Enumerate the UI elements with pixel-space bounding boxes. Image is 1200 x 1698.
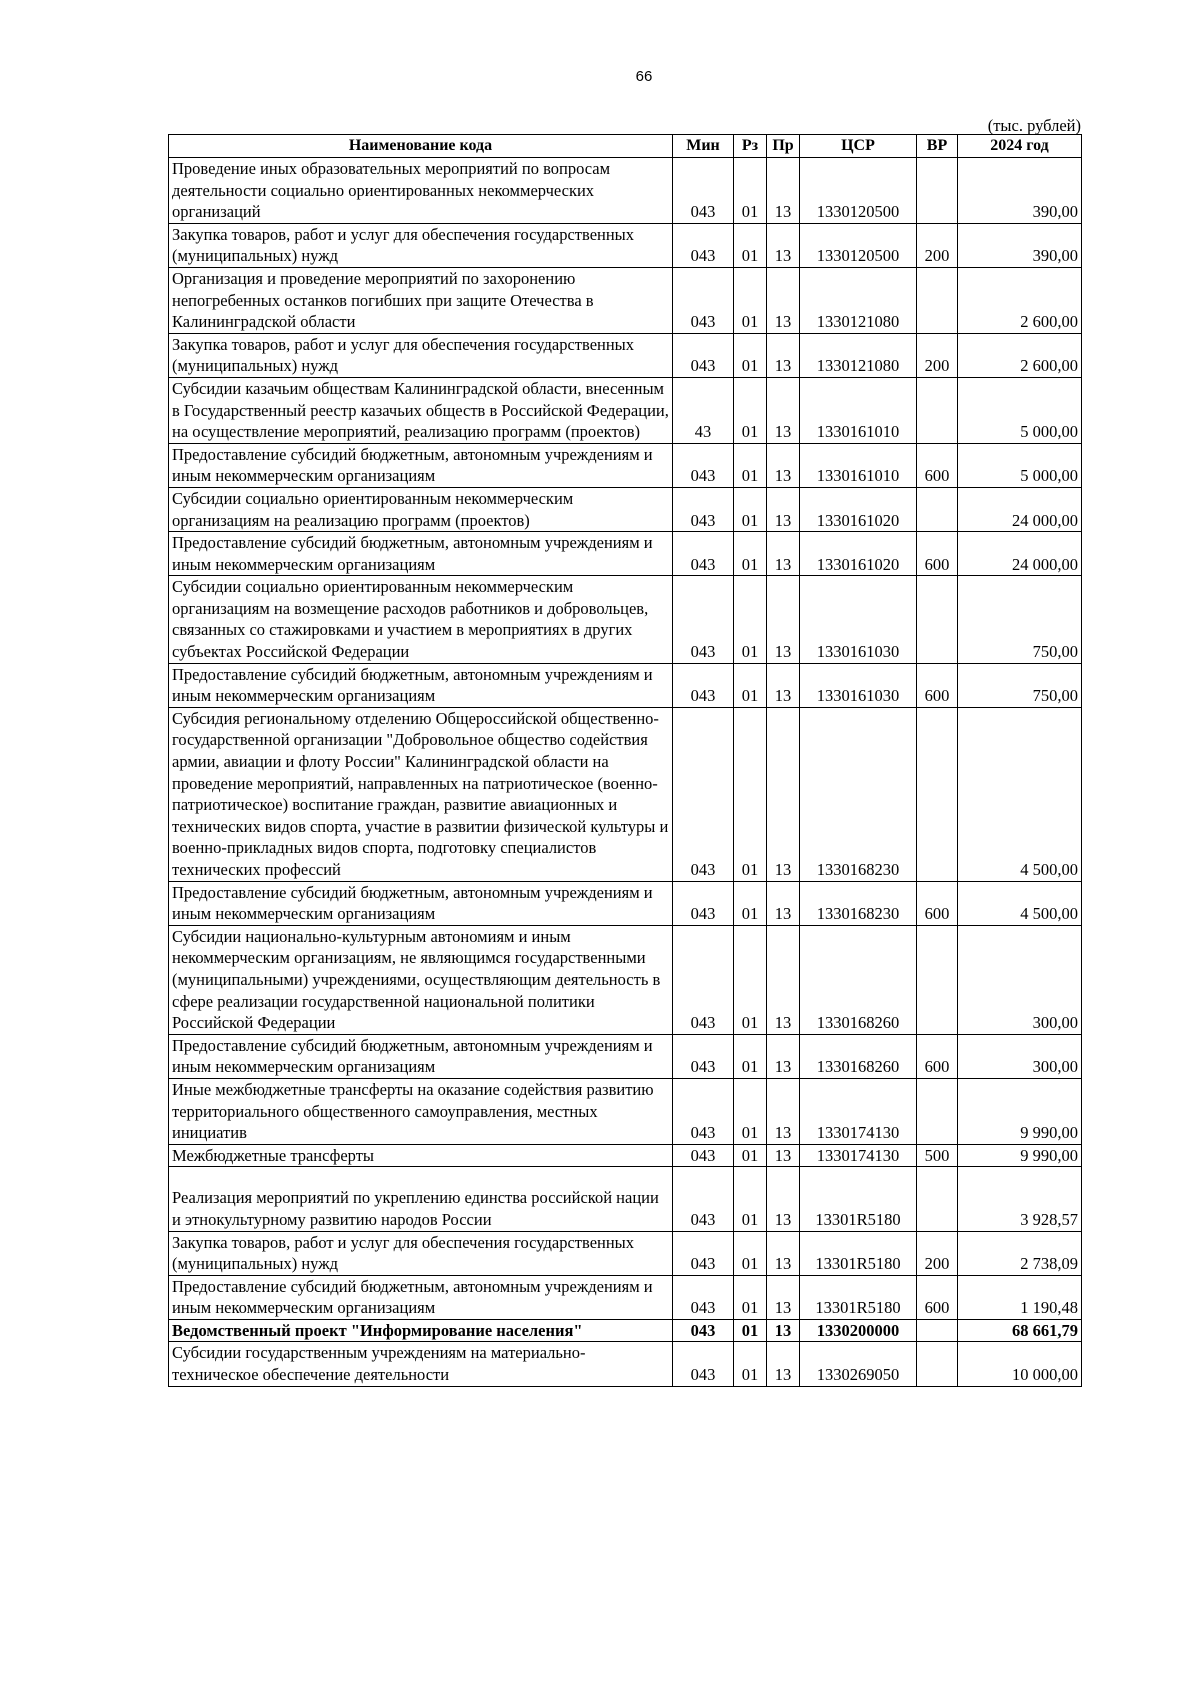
- table-row: [169, 663, 1082, 707]
- table-row: [169, 1319, 1082, 1342]
- table-row: [169, 1167, 1082, 1231]
- row-rz: 01: [734, 267, 767, 333]
- row-vr: [917, 377, 958, 443]
- budget-table: [168, 134, 1082, 1387]
- row-pr: 13: [767, 707, 800, 881]
- row-amount: 2 600,00: [958, 267, 1082, 333]
- row-min: 043: [673, 158, 734, 224]
- row-min: 043: [673, 707, 734, 881]
- row-vr: 600: [917, 663, 958, 707]
- row-rz: 01: [734, 443, 767, 487]
- row-vr: 200: [917, 333, 958, 377]
- row-vr: [917, 1167, 958, 1231]
- table-header-row: [169, 135, 1082, 158]
- row-amount: 9 990,00: [958, 1144, 1082, 1167]
- row-min: 043: [673, 1144, 734, 1167]
- row-pr: 13: [767, 1144, 800, 1167]
- row-min: 043: [673, 267, 734, 333]
- row-csr: 1330161020: [800, 532, 917, 576]
- row-csr: 13301R5180: [800, 1167, 917, 1231]
- row-rz: 01: [734, 1275, 767, 1319]
- row-vr: 600: [917, 1275, 958, 1319]
- row-vr: 600: [917, 1034, 958, 1078]
- row-rz: 01: [734, 663, 767, 707]
- row-name: Предоставление субсидий бюджетным, автономным учреждениям и иным некоммерческим организациям: [169, 532, 673, 576]
- row-vr: 600: [917, 443, 958, 487]
- row-vr: [917, 1078, 958, 1144]
- row-min: 043: [673, 1231, 734, 1275]
- row-csr: 1330161020: [800, 487, 917, 531]
- header-csr: ЦСР: [800, 135, 917, 158]
- row-csr: 1330161010: [800, 443, 917, 487]
- row-rz: 01: [734, 377, 767, 443]
- row-min: 043: [673, 576, 734, 663]
- header-min: Мин: [673, 135, 734, 158]
- row-amount: 1 190,48: [958, 1275, 1082, 1319]
- row-rz: 01: [734, 576, 767, 663]
- row-min: 043: [673, 532, 734, 576]
- row-pr: 13: [767, 333, 800, 377]
- row-name: Предоставление субсидий бюджетным, автономным учреждениям и иным некоммерческим организациям: [169, 1275, 673, 1319]
- row-amount: 24 000,00: [958, 532, 1082, 576]
- row-vr: [917, 1342, 958, 1386]
- row-vr: [917, 267, 958, 333]
- row-pr: 13: [767, 1078, 800, 1144]
- row-pr: 13: [767, 576, 800, 663]
- row-name: Субсидии национально-культурным автономиям и иным некоммерческим организациям, не являющимся государственными (муниципальными) учреждениями, осуществляющим деятельность в сфере реализации государственной национальной политики Российской Федерации: [169, 925, 673, 1034]
- row-csr: 13301R5180: [800, 1275, 917, 1319]
- row-name: Субсидии казачьим обществам Калининградской области, внесенным в Государственный реестр казачьих обществ в Российской Федерации, на осуществление мероприятий, реализацию программ (проектов): [169, 377, 673, 443]
- row-pr: 13: [767, 487, 800, 531]
- table-row: [169, 223, 1082, 267]
- row-csr: 1330121080: [800, 267, 917, 333]
- row-csr: 1330161030: [800, 576, 917, 663]
- row-rz: 01: [734, 707, 767, 881]
- row-min: 043: [673, 223, 734, 267]
- row-pr: 13: [767, 377, 800, 443]
- table-row: [169, 1144, 1082, 1167]
- row-rz: 01: [734, 1319, 767, 1342]
- row-min: 043: [673, 333, 734, 377]
- row-amount: 10 000,00: [958, 1342, 1082, 1386]
- row-min: 043: [673, 443, 734, 487]
- row-name: Субсидии социально ориентированным некоммерческим организациям на реализацию программ (проектов): [169, 487, 673, 531]
- row-name: Предоставление субсидий бюджетным, автономным учреждениям и иным некоммерческим организациям: [169, 663, 673, 707]
- table-row: [169, 487, 1082, 531]
- row-name: Закупка товаров, работ и услуг для обеспечения государственных (муниципальных) нужд: [169, 1231, 673, 1275]
- header-name: Наименование кода: [169, 135, 673, 158]
- row-csr: 1330269050: [800, 1342, 917, 1386]
- row-csr: 1330120500: [800, 223, 917, 267]
- row-rz: 01: [734, 223, 767, 267]
- table-row: [169, 443, 1082, 487]
- row-pr: 13: [767, 925, 800, 1034]
- row-name: Субсидии государственным учреждениям на материально-техническое обеспечение деятельности: [169, 1342, 673, 1386]
- row-amount: 4 500,00: [958, 881, 1082, 925]
- table-row: [169, 707, 1082, 881]
- row-rz: 01: [734, 1144, 767, 1167]
- row-vr: [917, 925, 958, 1034]
- row-vr: [917, 576, 958, 663]
- row-pr: 13: [767, 881, 800, 925]
- table-row: [169, 881, 1082, 925]
- row-rz: 01: [734, 1231, 767, 1275]
- row-rz: 01: [734, 881, 767, 925]
- row-name: Проведение иных образовательных мероприятий по вопросам деятельности социально ориентированных некоммерческих организаций: [169, 158, 673, 224]
- header-pr: Пр: [767, 135, 800, 158]
- row-pr: 13: [767, 1231, 800, 1275]
- table-row: [169, 925, 1082, 1034]
- row-rz: 01: [734, 487, 767, 531]
- row-csr: 1330120500: [800, 158, 917, 224]
- row-min: 043: [673, 487, 734, 531]
- row-vr: [917, 1319, 958, 1342]
- row-amount: 390,00: [958, 158, 1082, 224]
- row-min: 43: [673, 377, 734, 443]
- row-amount: 5 000,00: [958, 377, 1082, 443]
- row-min: 043: [673, 1319, 734, 1342]
- table-row: [169, 532, 1082, 576]
- row-amount: 390,00: [958, 223, 1082, 267]
- row-min: 043: [673, 925, 734, 1034]
- row-vr: [917, 487, 958, 531]
- table-row: [169, 1078, 1082, 1144]
- row-name: Субсидии социально ориентированным некоммерческим организациям на возмещение расходов работников и добровольцев, связанных со стажировками и участием в мероприятиях в других субъектах Российской Федерации: [169, 576, 673, 663]
- table-row: [169, 333, 1082, 377]
- header-year: 2024 год: [958, 135, 1082, 158]
- row-rz: 01: [734, 1078, 767, 1144]
- row-vr: [917, 158, 958, 224]
- table-row: [169, 377, 1082, 443]
- row-pr: 13: [767, 223, 800, 267]
- row-name: Закупка товаров, работ и услуг для обеспечения государственных (муниципальных) нужд: [169, 333, 673, 377]
- row-min: 043: [673, 1078, 734, 1144]
- row-rz: 01: [734, 158, 767, 224]
- row-csr: 1330174130: [800, 1144, 917, 1167]
- table-row: [169, 576, 1082, 663]
- row-csr: 1330174130: [800, 1078, 917, 1144]
- row-rz: 01: [734, 925, 767, 1034]
- table-row: [169, 1342, 1082, 1386]
- row-rz: 01: [734, 1034, 767, 1078]
- table-row: [169, 267, 1082, 333]
- row-name: Закупка товаров, работ и услуг для обеспечения государственных (муниципальных) нужд: [169, 223, 673, 267]
- row-csr: 1330168230: [800, 707, 917, 881]
- row-vr: 600: [917, 532, 958, 576]
- row-amount: 750,00: [958, 663, 1082, 707]
- row-vr: 500: [917, 1144, 958, 1167]
- row-rz: 01: [734, 333, 767, 377]
- row-min: 043: [673, 1167, 734, 1231]
- row-min: 043: [673, 663, 734, 707]
- row-csr: 1330200000: [800, 1319, 917, 1342]
- row-pr: 13: [767, 532, 800, 576]
- row-name: Ведомственный проект "Информирование населения": [169, 1319, 673, 1342]
- row-name: Предоставление субсидий бюджетным, автономным учреждениям и иным некоммерческим организациям: [169, 881, 673, 925]
- table-row: [169, 1231, 1082, 1275]
- row-vr: [917, 707, 958, 881]
- row-amount: 300,00: [958, 1034, 1082, 1078]
- row-csr: 1330168260: [800, 925, 917, 1034]
- row-pr: 13: [767, 443, 800, 487]
- row-csr: 1330121080: [800, 333, 917, 377]
- row-pr: 13: [767, 1342, 800, 1386]
- row-name: Иные межбюджетные трансферты на оказание содействия развитию территориального общественного самоуправления, местных инициатив: [169, 1078, 673, 1144]
- row-amount: 4 500,00: [958, 707, 1082, 881]
- row-csr: 1330161010: [800, 377, 917, 443]
- row-rz: 01: [734, 1167, 767, 1231]
- row-amount: 3 928,57: [958, 1167, 1082, 1231]
- row-min: 043: [673, 1034, 734, 1078]
- row-csr: 1330161030: [800, 663, 917, 707]
- row-pr: 13: [767, 663, 800, 707]
- row-vr: 600: [917, 881, 958, 925]
- row-amount: 300,00: [958, 925, 1082, 1034]
- row-amount: 2 738,09: [958, 1231, 1082, 1275]
- units-label: (тыс. рублей): [987, 116, 1081, 135]
- row-amount: 750,00: [958, 576, 1082, 663]
- row-pr: 13: [767, 158, 800, 224]
- row-min: 043: [673, 1342, 734, 1386]
- row-amount: 9 990,00: [958, 1078, 1082, 1144]
- row-csr: 1330168260: [800, 1034, 917, 1078]
- header-vr: ВР: [917, 135, 958, 158]
- row-amount: 2 600,00: [958, 333, 1082, 377]
- row-pr: 13: [767, 1275, 800, 1319]
- table-row: [169, 1275, 1082, 1319]
- row-pr: 13: [767, 267, 800, 333]
- row-amount: 5 000,00: [958, 443, 1082, 487]
- row-name: Реализация мероприятий по укреплению единства российской нации и этнокультурному развитию народов России: [169, 1167, 673, 1231]
- table-row: [169, 158, 1082, 224]
- header-rz: Рз: [734, 135, 767, 158]
- row-name: Предоставление субсидий бюджетным, автономным учреждениям и иным некоммерческим организациям: [169, 443, 673, 487]
- row-csr: 13301R5180: [800, 1231, 917, 1275]
- row-name: Межбюджетные трансферты: [169, 1144, 673, 1167]
- row-pr: 13: [767, 1034, 800, 1078]
- row-rz: 01: [734, 532, 767, 576]
- row-vr: 200: [917, 223, 958, 267]
- row-csr: 1330168230: [800, 881, 917, 925]
- row-amount: 24 000,00: [958, 487, 1082, 531]
- row-name: Субсидия региональному отделению Общероссийской общественно-государственной организации "Добровольное общество содействия армии, авиации и флоту России" Калининградской области на проведение мероприятий, направленных на патриотическое (военно-патриотическое) воспитание граждан, развитие авиационных и технических видов спорта, участие в развитии физической культуры и военно-прикладных видов спорта, подготовку специалистов технических профессий: [169, 707, 673, 881]
- row-rz: 01: [734, 1342, 767, 1386]
- row-min: 043: [673, 881, 734, 925]
- row-pr: 13: [767, 1167, 800, 1231]
- row-name: Предоставление субсидий бюджетным, автономным учреждениям и иным некоммерческим организациям: [169, 1034, 673, 1078]
- row-pr: 13: [767, 1319, 800, 1342]
- row-vr: 200: [917, 1231, 958, 1275]
- page-number: 66: [635, 68, 653, 85]
- row-name: Организация и проведение мероприятий по захоронению непогребенных останков погибших при защите Отечества в Калининградской области: [169, 267, 673, 333]
- row-min: 043: [673, 1275, 734, 1319]
- row-amount: 68 661,79: [958, 1319, 1082, 1342]
- table-row: [169, 1034, 1082, 1078]
